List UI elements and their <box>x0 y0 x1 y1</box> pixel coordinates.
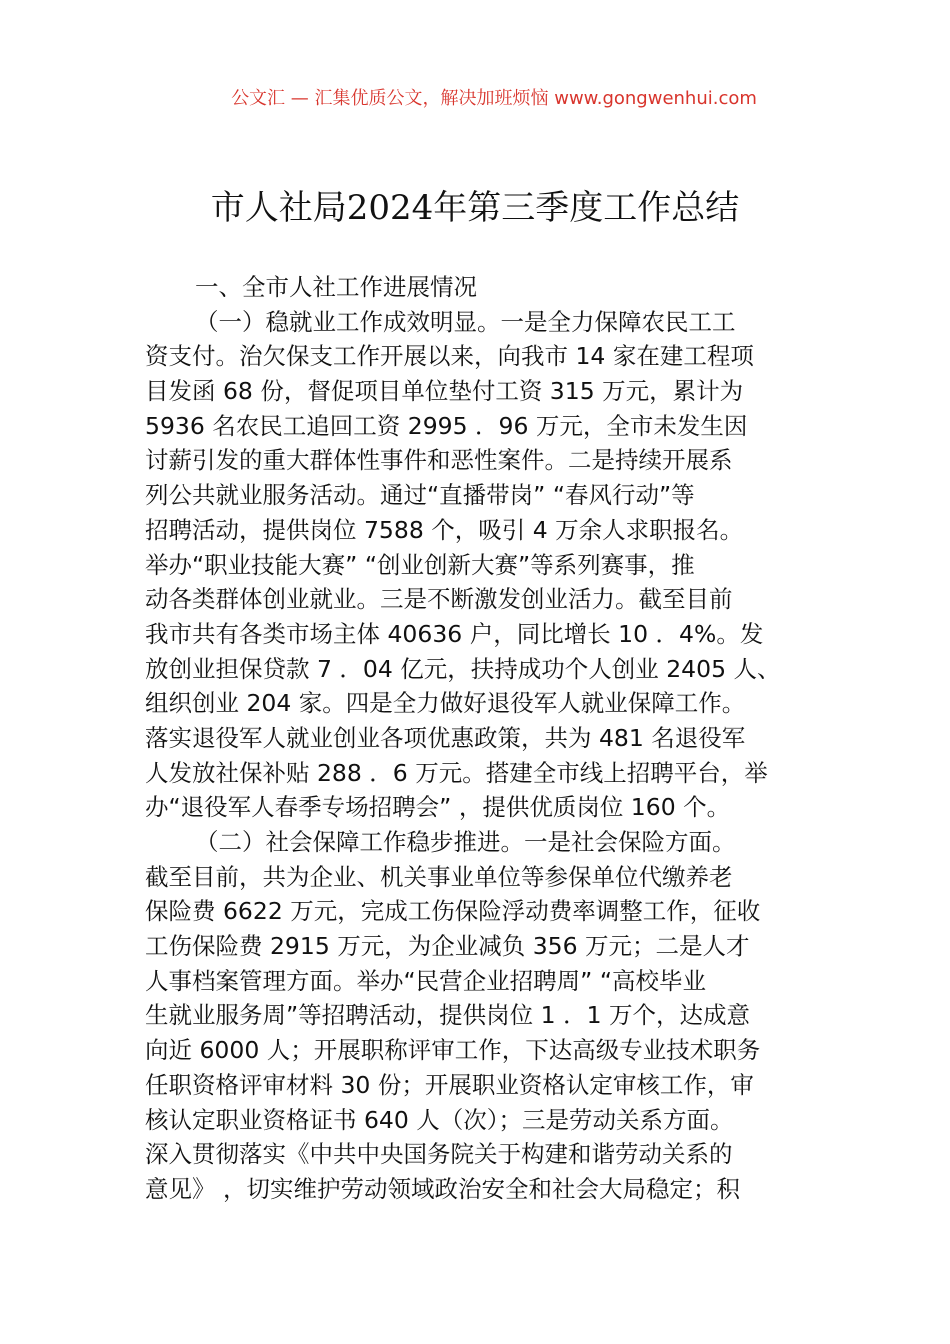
document-title: 市人社局2024年第三季度工作总结 <box>210 188 740 228</box>
body-text-line: 我市共有各类市场主体 40636 户，同比增长 10 ．4%。发 <box>145 619 764 648</box>
body-text-line: 深入贯彻落实《中共中央国务院关于构建和谐劳动关系的 <box>145 1140 733 1169</box>
body-text-line: 列公共就业服务活动。通过“直播带岗” “春风行动”等 <box>145 481 695 510</box>
body-text-line: 5936 名农民工追回工资 2995 ．96 万元，全市未发生因 <box>145 411 748 440</box>
body-text-line: 工伤保险费 2915 万元，为企业减负 356 万元；二是人才 <box>145 932 750 961</box>
body-text-line: 落实退役军人就业创业各项优惠政策，共为 481 名退役军 <box>145 723 746 752</box>
body-text-line: 办“退役军人春季专场招聘会” ，提供优质岗位 160 个。 <box>145 793 731 822</box>
body-text-line: 截至目前，共为企业、机关事业单位等参保单位代缴养老 <box>145 862 733 891</box>
body-text-line: 放创业担保贷款 7 ．04 亿元，扶持成功个人创业 2405 人、 <box>145 654 781 683</box>
body-text-line: 保险费 6622 万元，完成工伤保险浮动费率调整工作，征收 <box>145 897 761 926</box>
body-text-line: 举办“职业技能大赛” “创业创新大赛”等系列赛事，推 <box>145 550 695 579</box>
body-text-line: 意见》 ，切实维护劳动领域政治安全和社会大局稳定；积 <box>145 1174 740 1203</box>
body-text-line: 资支付。治欠保支工作开展以来，向我市 14 家在建工程项 <box>145 342 754 371</box>
body-text-line: 讨薪引发的重大群体性事件和恶性案件。二是持续开展系 <box>145 446 733 475</box>
body-text-line: 向近 6000 人；开展职称评审工作，下达高级专业技术职务 <box>145 1036 761 1065</box>
watermark-banner: 公文汇 — 汇集优质公文，解决加班烦恼 www.gongwenhui.com <box>231 88 757 109</box>
document-body <box>145 270 810 1207</box>
body-text-line: 任职资格评审材料 30 份；开展职业资格认定审核工作，审 <box>145 1070 754 1099</box>
body-text-line: 人发放社保补贴 288 ．6 万元。搭建全市线上招聘平台，举 <box>145 758 768 787</box>
body-text-line: 招聘活动，提供岗位 7588 个，吸引 4 万余人求职报名。 <box>145 515 744 544</box>
body-text-line: 人事档案管理方面。举办“民营企业招聘周” “高校毕业 <box>145 966 706 995</box>
body-text-line: （一）稳就业工作成效明显。一是全力保障农民工工 <box>195 307 736 336</box>
body-text-line: 核认定职业资格证书 640 人（次）；三是劳动关系方面。 <box>145 1105 734 1134</box>
body-text-line: （二）社会保障工作稳步推进。一是社会保险方面。 <box>195 828 736 856</box>
body-text-line: 生就业服务周”等招聘活动，提供岗位 1 ．1 万个，达成意 <box>145 1001 750 1030</box>
body-text-line: 组织创业 204 家。四是全力做好退役军人就业保障工作。 <box>145 689 746 718</box>
body-text-line: 动各类群体创业就业。三是不断激发创业活力。截至目前 <box>145 585 733 614</box>
body-text-line: 目发函 68 份，督促项目单位垫付工资 315 万元，累计为 <box>145 377 744 406</box>
section-heading: 一、全市人社工作进展情况 <box>195 273 477 301</box>
